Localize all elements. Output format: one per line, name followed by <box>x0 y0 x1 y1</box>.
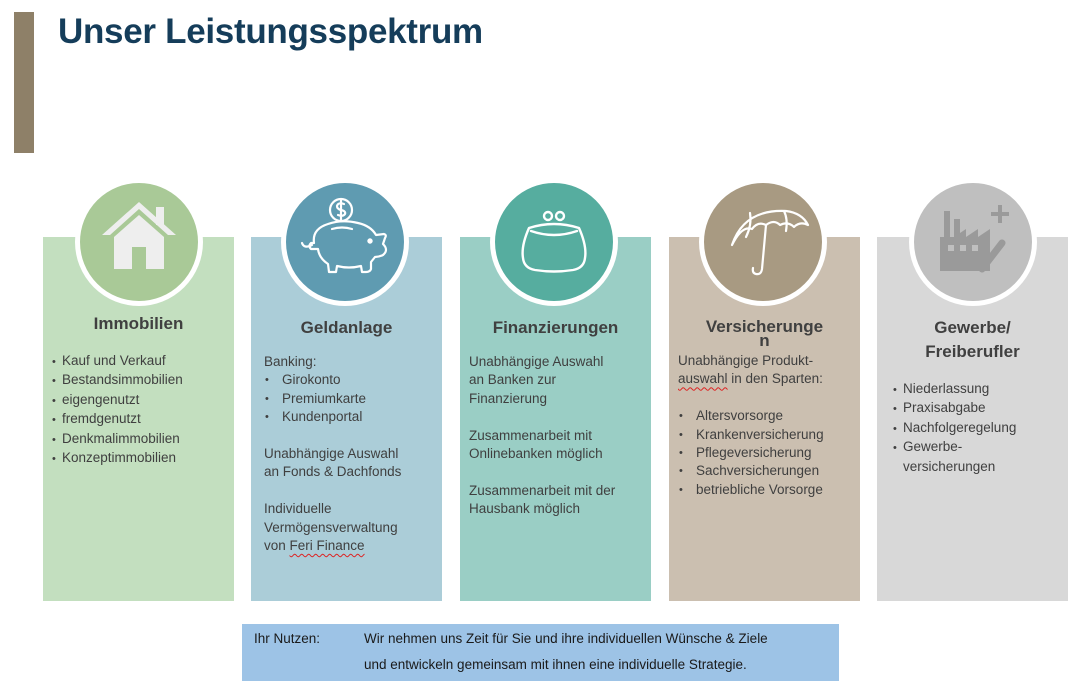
list-item: • Bestandsimmobilien <box>52 371 232 390</box>
text-line: Finanzierung <box>469 390 548 406</box>
list-item: • Gewerbe- <box>893 438 1065 457</box>
benefit-text-line: Wir nehmen uns Zeit für Sie und ihre individuellen Wünsche & Ziele <box>364 631 768 646</box>
list-item: • Kauf und Verkauf <box>52 352 232 371</box>
benefit-label: Ihr Nutzen: <box>254 631 321 646</box>
text-fragment: von <box>264 538 290 554</box>
list-item: • Kundenportal <box>264 408 442 426</box>
card-body <box>469 353 649 519</box>
card-title <box>669 316 860 352</box>
card-body <box>264 353 442 555</box>
list-item: • Praxisabgabe <box>893 399 1065 418</box>
umbrella-icon <box>704 183 822 301</box>
page-title: Unser Leistungsspektrum <box>58 12 483 51</box>
list-item: • Denkmalimmobilien <box>52 430 232 449</box>
text-line: Unabhängige Auswahl <box>469 354 604 369</box>
card-title: Geldanlage <box>300 318 393 337</box>
list-item: • fremdgenutzt <box>52 410 232 429</box>
card-title: Finanzierungen <box>492 318 619 337</box>
list-item: • betriebliche Vorsorge <box>678 481 858 499</box>
card-title <box>877 316 1068 364</box>
text-line: Unabhängige Auswahl <box>264 446 399 462</box>
list-item: • Konzeptimmobilien <box>52 449 232 468</box>
text-line: Hausbank möglich <box>469 501 581 517</box>
list-item: • Sachversicherungen <box>678 462 858 480</box>
factory-icon <box>914 183 1032 301</box>
text-fragment: in den Sparten: <box>727 371 823 387</box>
text-line: Individuelle <box>264 501 332 517</box>
list-item: • Nachfolgeregelung <box>893 419 1065 438</box>
text-line <box>678 370 858 388</box>
piggy-bank-icon-circle <box>281 178 409 306</box>
list-item: • eigengenutzt <box>52 391 232 410</box>
title-line: Versicherunge <box>705 317 824 336</box>
text-line: versicherungen <box>903 458 996 474</box>
purse-icon-circle <box>490 178 618 306</box>
factory-icon-circle <box>909 178 1037 306</box>
umbrella-icon-circle <box>699 178 827 306</box>
text-line: Onlinebanken möglich <box>469 446 603 462</box>
list-item: • Pflegeversicherung <box>678 444 858 462</box>
card-title: Immobilien <box>93 314 184 333</box>
card-body <box>678 352 858 499</box>
list-item: • Niederlassung <box>893 380 1065 399</box>
purse-icon <box>495 183 613 301</box>
title-line: Freiberufler <box>925 342 1020 361</box>
house-icon-circle <box>75 178 203 306</box>
spellcheck-text: auswahl <box>678 371 728 387</box>
text-line <box>264 537 442 555</box>
card-body <box>893 380 1065 476</box>
title-line: n <box>759 331 770 350</box>
text-line: Zusammenarbeit mit der <box>469 482 616 498</box>
text-line: Banking: <box>264 354 317 369</box>
list-item: • Premiumkarte <box>264 390 442 408</box>
house-icon <box>80 183 198 301</box>
list-item: • Krankenversicherung <box>678 426 858 444</box>
text-line: an Fonds & Dachfonds <box>264 464 402 480</box>
list-item: • Girokonto <box>264 371 442 389</box>
accent-bar <box>14 12 34 153</box>
text-line: Vermögensverwaltung <box>264 519 398 535</box>
title-line: Gewerbe/ <box>934 318 1011 337</box>
spellcheck-text: Feri Finance <box>289 538 365 554</box>
text-line: Zusammenarbeit mit <box>469 427 593 443</box>
list-item: • Altersvorsorge <box>678 407 858 425</box>
text-line: Unabhängige Produkt- <box>678 353 814 368</box>
card-body <box>52 352 232 468</box>
benefit-box <box>242 624 839 681</box>
benefit-text-line: und entwickeln gemeinsam mit ihnen eine individuelle Strategie. <box>364 657 747 672</box>
piggy-bank-icon <box>286 183 404 301</box>
text-line: an Banken zur <box>469 372 557 388</box>
